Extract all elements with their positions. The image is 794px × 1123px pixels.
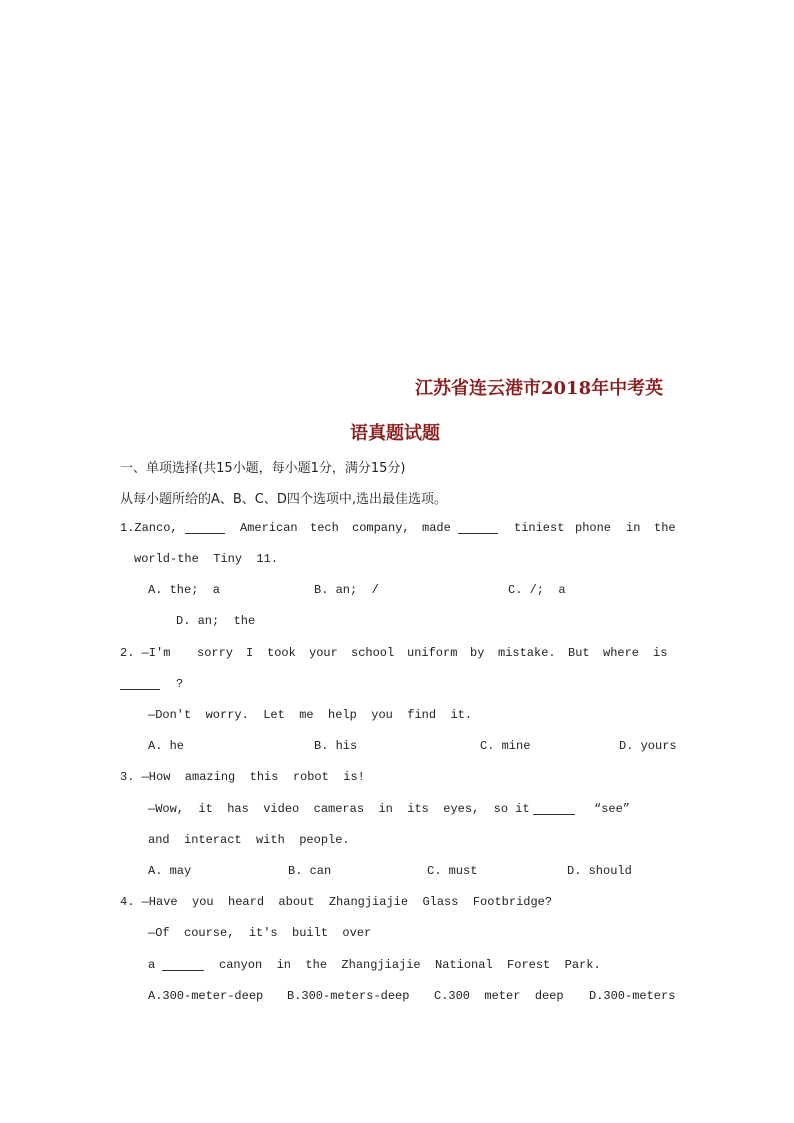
question-2-line-2 (0, 677, 794, 693)
question-4-line-3 (0, 958, 794, 974)
q2-word: mistake. (498, 646, 556, 660)
question-1-line-1 (0, 521, 794, 537)
q1-word: American (240, 521, 298, 535)
q2-word: took (267, 646, 296, 660)
option-c: C. /; a (508, 583, 566, 597)
question-1-line-2: world-the Tiny 11. (134, 552, 279, 566)
question-3-line-1: 3. —How amazing this robot is! (120, 770, 365, 784)
section-instruction: 从每小题所给的A、B、C、D四个选项中,选出最佳选项。 (120, 492, 448, 507)
question-2-line-3: —Don't worry. Let me help you find it. (148, 708, 473, 722)
option-b: B. his (314, 739, 358, 753)
question-3-line-3: and interact with people. (148, 833, 350, 847)
q2-word: school (351, 646, 395, 660)
q1-word: 1.Zanco, (120, 521, 178, 535)
question-4-line-2: —Of course, it's built over (148, 926, 372, 940)
question-2-options (0, 739, 794, 755)
option-b: B.300-meters-deep (287, 989, 410, 1003)
question-1-options (0, 583, 794, 599)
option-d: D. yours (619, 739, 677, 753)
q1-word: company, (352, 521, 410, 535)
option-b: B. can (288, 864, 332, 878)
answer-blank (120, 677, 160, 690)
q4-text: a (148, 958, 156, 972)
question-3-line-2 (0, 802, 794, 818)
q1-word: the (654, 521, 676, 535)
q1-word: made (422, 521, 451, 535)
q2-word: I (246, 646, 254, 660)
q2-word: is (653, 646, 668, 660)
option-d: D. should (567, 864, 632, 878)
q1-word: tiniest (514, 521, 565, 535)
q2-word: sorry (197, 646, 234, 660)
question-3-options (0, 864, 794, 880)
option-c: C. must (427, 864, 478, 878)
option-a: A. he (148, 739, 185, 753)
answer-blank (185, 521, 225, 534)
option-a: A. may (148, 864, 192, 878)
q1-word: phone (575, 521, 612, 535)
option-b: B. an; / (314, 583, 379, 597)
answer-blank (458, 521, 498, 534)
q3-text: —Wow, it has video cameras in its eyes, so it (148, 802, 530, 816)
section-heading: 一、单项选择(共15小题，每小题1分，满分15分) (120, 461, 406, 476)
answer-blank (533, 802, 575, 815)
answer-blank (162, 958, 204, 971)
q2-word: where (603, 646, 640, 660)
option-a: A.300-meter-deep (148, 989, 264, 1003)
q1-word: in (626, 521, 641, 535)
question-mark: ? (176, 677, 184, 691)
q1-word: tech (310, 521, 339, 535)
question-2-line-1 (0, 646, 794, 662)
q4-text: canyon in the Zhangjiajie National Forest Park. (219, 958, 601, 972)
question-4-line-1: 4. —Have you heard about Zhangjiajie Glass Footbridge? (120, 895, 553, 909)
question-4-options (0, 989, 794, 1005)
q2-word: 2. —I'm (120, 646, 171, 660)
q2-word: But (568, 646, 590, 660)
option-c: C.300 meter deep (434, 989, 564, 1003)
option-d: D. an; the (176, 614, 256, 628)
option-a: A. the; a (148, 583, 221, 597)
q2-word: your (309, 646, 338, 660)
title-line-2: 语真题试题 (350, 423, 440, 444)
q2-word: by (470, 646, 485, 660)
title-line-1: 江苏省连云港市2018年中考英 (415, 378, 664, 399)
q3-text: “see” (594, 802, 631, 816)
option-d: D.300-meters (589, 989, 676, 1003)
option-c: C. mine (480, 739, 531, 753)
q2-word: uniform (407, 646, 458, 660)
